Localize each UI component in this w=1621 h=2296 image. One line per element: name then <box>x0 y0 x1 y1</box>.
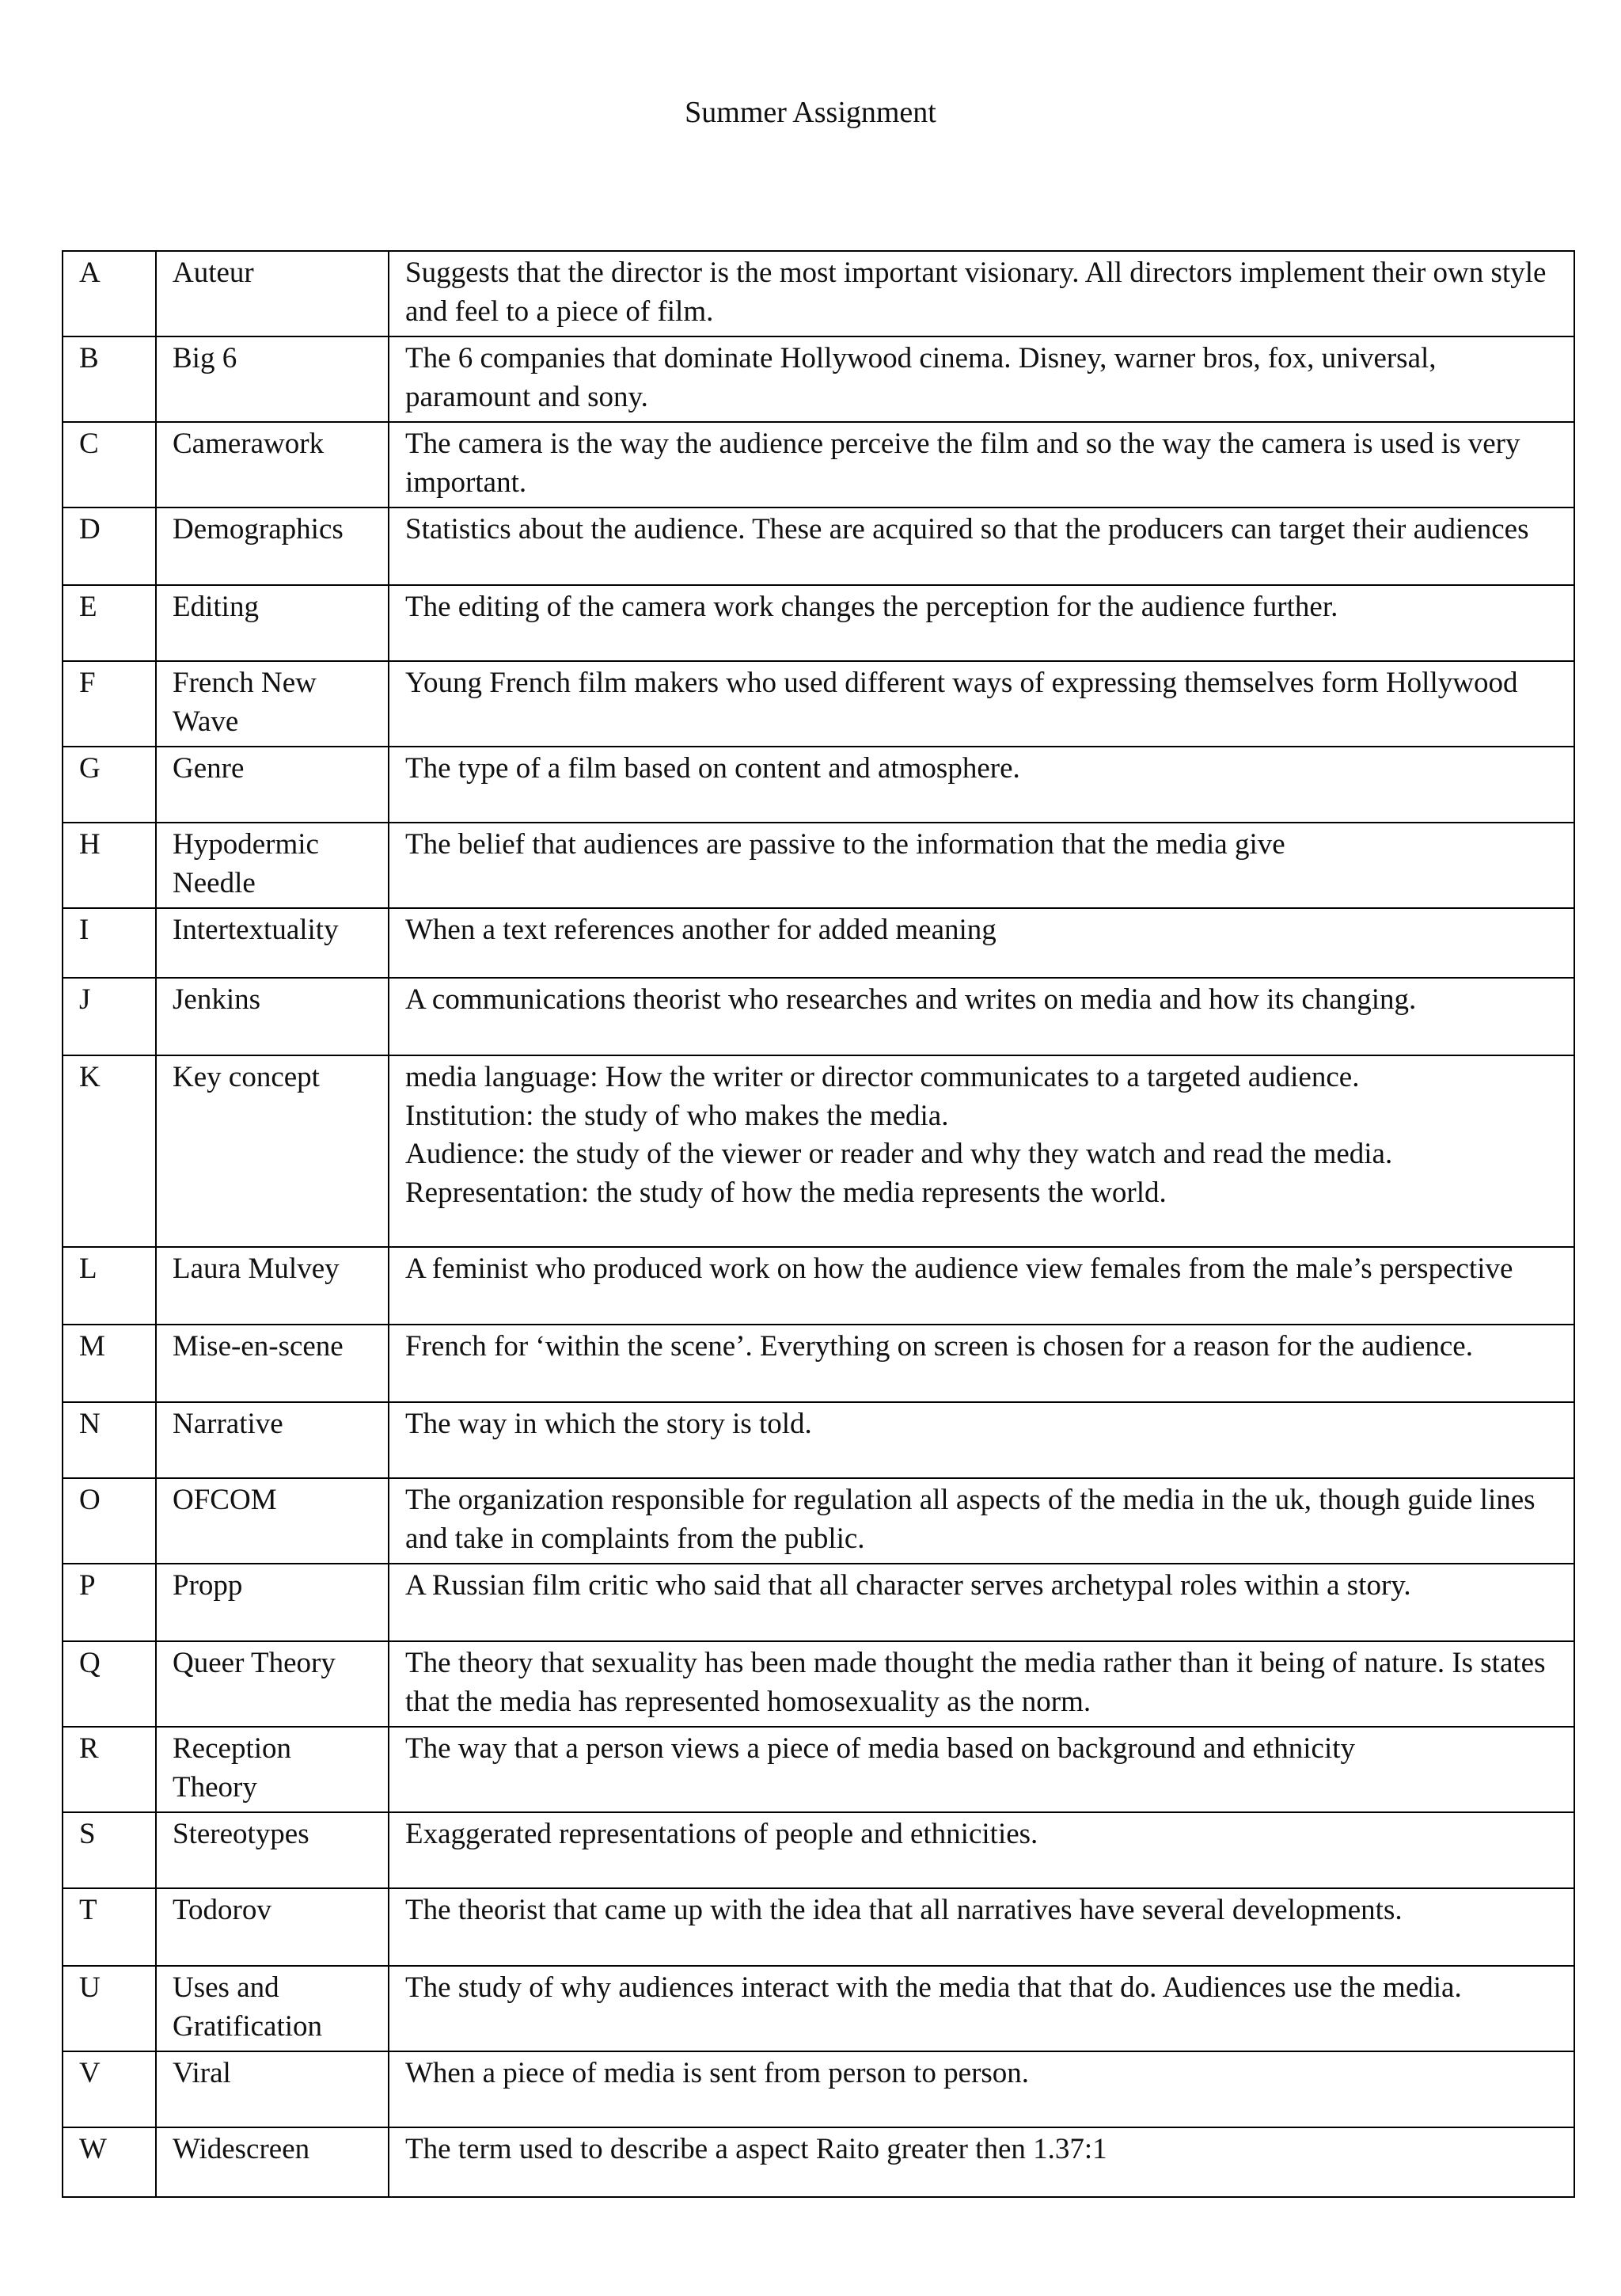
row-letter: D <box>63 507 156 585</box>
row-term: Queer Theory <box>156 1641 389 1727</box>
row-term: Auteur <box>156 251 389 336</box>
table-row <box>63 1325 1574 1402</box>
table-row <box>63 1966 1574 2051</box>
row-definition: The term used to describe a aspect Raito greater then 1.37:1 <box>389 2127 1574 2197</box>
table-row <box>63 585 1574 661</box>
row-definition: Exaggerated representations of people and ethnicities. <box>389 1812 1574 1888</box>
row-term: Stereotypes <box>156 1812 389 1888</box>
row-term: Mise-en-scene <box>156 1325 389 1402</box>
row-letter: A <box>63 251 156 336</box>
row-definition: When a text references another for added meaning <box>389 908 1574 978</box>
row-letter: O <box>63 1478 156 1564</box>
table-row <box>63 1564 1574 1641</box>
row-definition: The type of a film based on content and atmosphere. <box>389 747 1574 823</box>
row-letter: I <box>63 908 156 978</box>
row-term: Propp <box>156 1564 389 1641</box>
row-term: Intertextuality <box>156 908 389 978</box>
row-term: Hypodermic Needle <box>156 823 389 908</box>
row-letter: L <box>63 1247 156 1325</box>
row-term: Demographics <box>156 507 389 585</box>
row-letter: Q <box>63 1641 156 1727</box>
row-term: Key concept <box>156 1055 389 1247</box>
table-row <box>63 1247 1574 1325</box>
row-letter: V <box>63 2051 156 2127</box>
table-row <box>63 336 1574 422</box>
row-definition: media language: How the writer or director communicates to a targeted audience. Institution: the study of who makes the media. Audience: the study of the viewer or reader and why they watch and read the media. Representation: the study of how the media represents the world. <box>389 1055 1574 1247</box>
table-row <box>63 251 1574 336</box>
row-letter: P <box>63 1564 156 1641</box>
row-letter: E <box>63 585 156 661</box>
row-letter: G <box>63 747 156 823</box>
table-row <box>63 747 1574 823</box>
row-letter: M <box>63 1325 156 1402</box>
row-definition: A communications theorist who researches and writes on media and how its changing. <box>389 978 1574 1055</box>
row-letter: U <box>63 1966 156 2051</box>
row-term: Camerawork <box>156 422 389 507</box>
row-definition: The editing of the camera work changes the perception for the audience further. <box>389 585 1574 661</box>
row-term: Jenkins <box>156 978 389 1055</box>
row-letter: T <box>63 1888 156 1966</box>
row-definition: Suggests that the director is the most important visionary. All directors implement their own style and feel to a piece of film. <box>389 251 1574 336</box>
row-term: Widescreen <box>156 2127 389 2197</box>
glossary-body <box>63 251 1574 2197</box>
row-definition: The camera is the way the audience perceive the film and so the way the camera is used is very important. <box>389 422 1574 507</box>
row-definition: The belief that audiences are passive to the information that the media give <box>389 823 1574 908</box>
row-term: Todorov <box>156 1888 389 1966</box>
row-definition: The theory that sexuality has been made thought the media rather than it being of nature. Is states that the media has represented homosexuality as the norm. <box>389 1641 1574 1727</box>
table-row <box>63 1402 1574 1478</box>
row-term: Viral <box>156 2051 389 2127</box>
row-definition: A feminist who produced work on how the audience view females from the male’s perspective <box>389 1247 1574 1325</box>
glossary-table <box>62 250 1575 2198</box>
table-row <box>63 823 1574 908</box>
row-letter: F <box>63 661 156 747</box>
row-term: Genre <box>156 747 389 823</box>
row-definition: The way that a person views a piece of media based on background and ethnicity <box>389 1727 1574 1812</box>
row-term: Narrative <box>156 1402 389 1478</box>
row-term: Laura Mulvey <box>156 1247 389 1325</box>
table-row <box>63 661 1574 747</box>
table-row <box>63 1478 1574 1564</box>
row-letter: J <box>63 978 156 1055</box>
row-letter: B <box>63 336 156 422</box>
table-row <box>63 507 1574 585</box>
table-row <box>63 422 1574 507</box>
row-definition: The organization responsible for regulation all aspects of the media in the uk, though guide lines and take in complaints from the public. <box>389 1478 1574 1564</box>
row-term: Reception Theory <box>156 1727 389 1812</box>
table-row <box>63 2127 1574 2197</box>
table-row <box>63 2051 1574 2127</box>
row-term: Editing <box>156 585 389 661</box>
table-row <box>63 1727 1574 1812</box>
table-row <box>63 1641 1574 1727</box>
row-definition: Young French film makers who used different ways of expressing themselves form Hollywood <box>389 661 1574 747</box>
row-term: Uses and Gratification <box>156 1966 389 2051</box>
row-definition: French for ‘within the scene’. Everything on screen is chosen for a reason for the audience. <box>389 1325 1574 1402</box>
table-row <box>63 1812 1574 1888</box>
table-row <box>63 1055 1574 1247</box>
row-letter: W <box>63 2127 156 2197</box>
row-term: OFCOM <box>156 1478 389 1564</box>
row-definition: The study of why audiences interact with the media that that do. Audiences use the media. <box>389 1966 1574 2051</box>
row-definition: When a piece of media is sent from person to person. <box>389 2051 1574 2127</box>
row-letter: S <box>63 1812 156 1888</box>
table-row <box>63 978 1574 1055</box>
row-term: French New Wave <box>156 661 389 747</box>
row-letter: K <box>63 1055 156 1247</box>
row-letter: R <box>63 1727 156 1812</box>
row-letter: N <box>63 1402 156 1478</box>
row-definition: The way in which the story is told. <box>389 1402 1574 1478</box>
table-row <box>63 1888 1574 1966</box>
row-letter: H <box>63 823 156 908</box>
row-definition: The theorist that came up with the idea that all narratives have several developments. <box>389 1888 1574 1966</box>
page-title: Summer Assignment <box>685 96 936 129</box>
row-definition: Statistics about the audience. These are acquired so that the producers can target their audiences <box>389 507 1574 585</box>
table-row <box>63 908 1574 978</box>
row-term: Big 6 <box>156 336 389 422</box>
row-definition: The 6 companies that dominate Hollywood cinema. Disney, warner bros, fox, universal, paramount and sony. <box>389 336 1574 422</box>
row-letter: C <box>63 422 156 507</box>
row-definition: A Russian film critic who said that all character serves archetypal roles within a story. <box>389 1564 1574 1641</box>
